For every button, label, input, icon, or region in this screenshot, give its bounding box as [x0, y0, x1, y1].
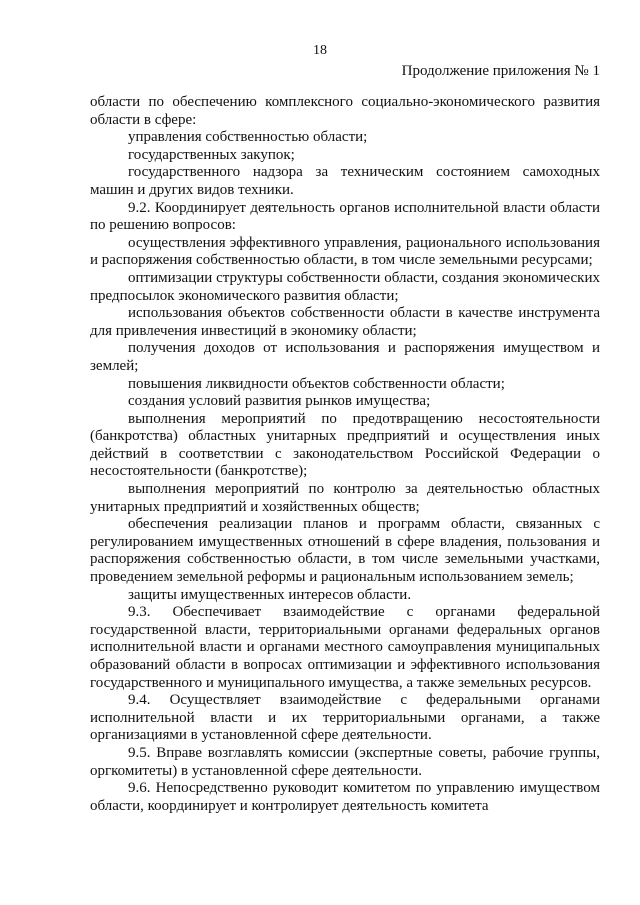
- paragraph: обеспечения реализации планов и программ области, связанных с регулированием имущественных отношений в сфере владения, пользования и распоряжения собственностью области, в том числе земельными участками, проведением земельной реформы и рациональным использованием земель;: [90, 516, 600, 586]
- page-number: 18: [313, 43, 327, 58]
- paragraph: государственных закупок;: [128, 146, 295, 163]
- paragraph: области по обеспечению комплексного социально-экономического развития области в сфере:: [90, 94, 600, 128]
- paragraph-9-3: 9.3. Обеспечивает взаимодействие с органами федеральной государственной власти, территориальными органами федеральных органов исполнительной власти и органами местного самоуправления муниципальных образований области в вопросах оптимизации и эффективного использования государственного и муниципального имущества, а также земельных ресурсов.: [90, 604, 600, 691]
- paragraph-9-6: 9.6. Непосредственно руководит комитетом по управлению имуществом области, координирует и контролирует деятельность комитета: [90, 780, 600, 814]
- paragraph-9-5: 9.5. Вправе возглавлять комиссии (экспертные советы, рабочие группы, оргкомитеты) в установленной сфере деятельности.: [90, 744, 600, 779]
- paragraph: защиты имущественных интересов области.: [128, 586, 412, 603]
- paragraph-9-4: 9.4. Осуществляет взаимодействие с федеральными органами исполнительной власти и их территориальными органами, а также организациями в установленной сфере деятельности.: [90, 692, 600, 744]
- document-body: [90, 94, 600, 815]
- paragraph: получения доходов от использования и распоряжения имуществом и землей;: [90, 340, 600, 374]
- paragraph: государственного надзора за техническим состоянием самоходных машин и других видов техники.: [90, 164, 600, 198]
- paragraph: повышения ликвидности объектов собственности области;: [128, 375, 505, 392]
- paragraph: создания условий развития рынков имущества;: [128, 393, 431, 410]
- appendix-continuation-note: Продолжение приложения № 1: [401, 63, 600, 79]
- paragraph: выполнения мероприятий по контролю за деятельностью областных унитарных предприятий и хозяйственных обществ;: [90, 481, 600, 515]
- paragraph-9-2: 9.2. Координирует деятельность органов исполнительной власти области по решению вопросов:: [90, 199, 600, 234]
- paragraph: осуществления эффективного управления, рационального использования и распоряжения собственностью области, в том числе земельными ресурсами;: [90, 234, 600, 269]
- paragraph: управления собственностью области;: [128, 129, 368, 146]
- paragraph: использования объектов собственности области в качестве инструмента для привлечения инвестиций в экономику области;: [90, 305, 600, 339]
- paragraph: оптимизации структуры собственности области, создания экономических предпосылок экономического развития области;: [90, 269, 600, 304]
- paragraph: выполнения мероприятий по предотвращению несостоятельности (банкротства) областных унитарных предприятий и осуществления иных действий в соответствии с законодательством Российской Федерации о несостоятельности (банкротстве);: [90, 410, 600, 480]
